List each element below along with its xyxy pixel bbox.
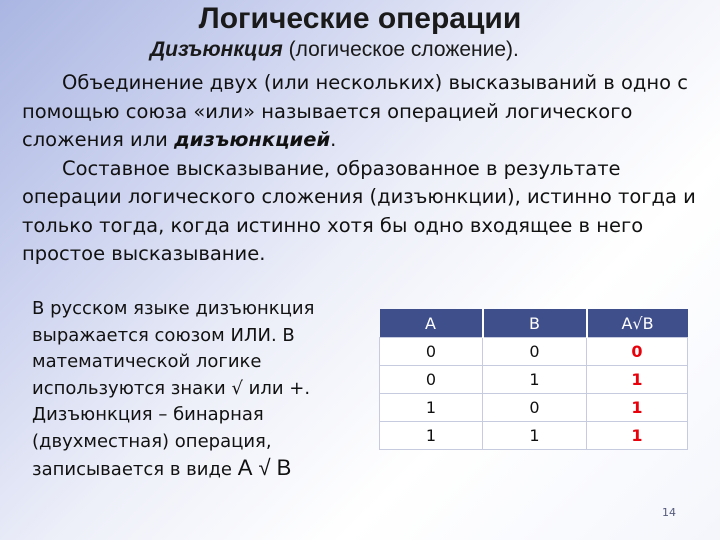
table-row: [380, 394, 688, 422]
cell-a: 1: [380, 394, 483, 422]
truth-table-header-row: [380, 309, 688, 338]
cell-a: 0: [380, 338, 483, 366]
definition-term: дизъюнкцией: [174, 128, 331, 151]
subtitle: [150, 38, 519, 62]
header-a: A: [380, 309, 483, 338]
subtitle-term: Дизъюнкция: [150, 38, 283, 61]
table-row: [380, 366, 688, 394]
definition-text: Объединение двух (или нескольких) высказываний в одно с помощью союза «или» называется операцией логического сложения или: [22, 71, 689, 151]
cell-result: 1: [587, 394, 688, 422]
cell-result: 1: [587, 366, 688, 394]
table-row: [380, 338, 688, 366]
main-text: [22, 69, 702, 269]
cell-b: 1: [483, 422, 587, 450]
definition-end: .: [330, 128, 337, 151]
truth-table: [379, 309, 688, 450]
page-number: 14: [662, 506, 676, 519]
header-a-or-b: A√B: [587, 309, 688, 338]
cell-result: 0: [587, 338, 688, 366]
definition-paragraph: [22, 69, 702, 155]
note-text: В русском языке дизъюнкция выражается союзом ИЛИ. В математической логике используются знаки √ или +. Дизъюнкция – бинарная (двухместная) операция, записывается в виде: [32, 298, 315, 480]
subtitle-note: (логическое сложение).: [282, 38, 519, 61]
cell-b: 1: [483, 366, 587, 394]
cell-result: 1: [587, 422, 688, 450]
russian-language-note: [32, 296, 362, 484]
cell-b: 0: [483, 338, 587, 366]
disjunction-expression: А √ В: [237, 455, 292, 480]
cell-a: 0: [380, 366, 483, 394]
slide-title: Логические операции: [198, 2, 522, 35]
header-b: B: [483, 309, 587, 338]
cell-a: 1: [380, 422, 483, 450]
truth-condition-paragraph: Составное высказывание, образованное в результате операции логического сложения (дизъюнкции), истинно тогда и только тогда, когда истинно хотя бы одно входящее в него простое высказывание.: [22, 156, 696, 265]
table-row: [380, 422, 688, 450]
cell-b: 0: [483, 394, 587, 422]
